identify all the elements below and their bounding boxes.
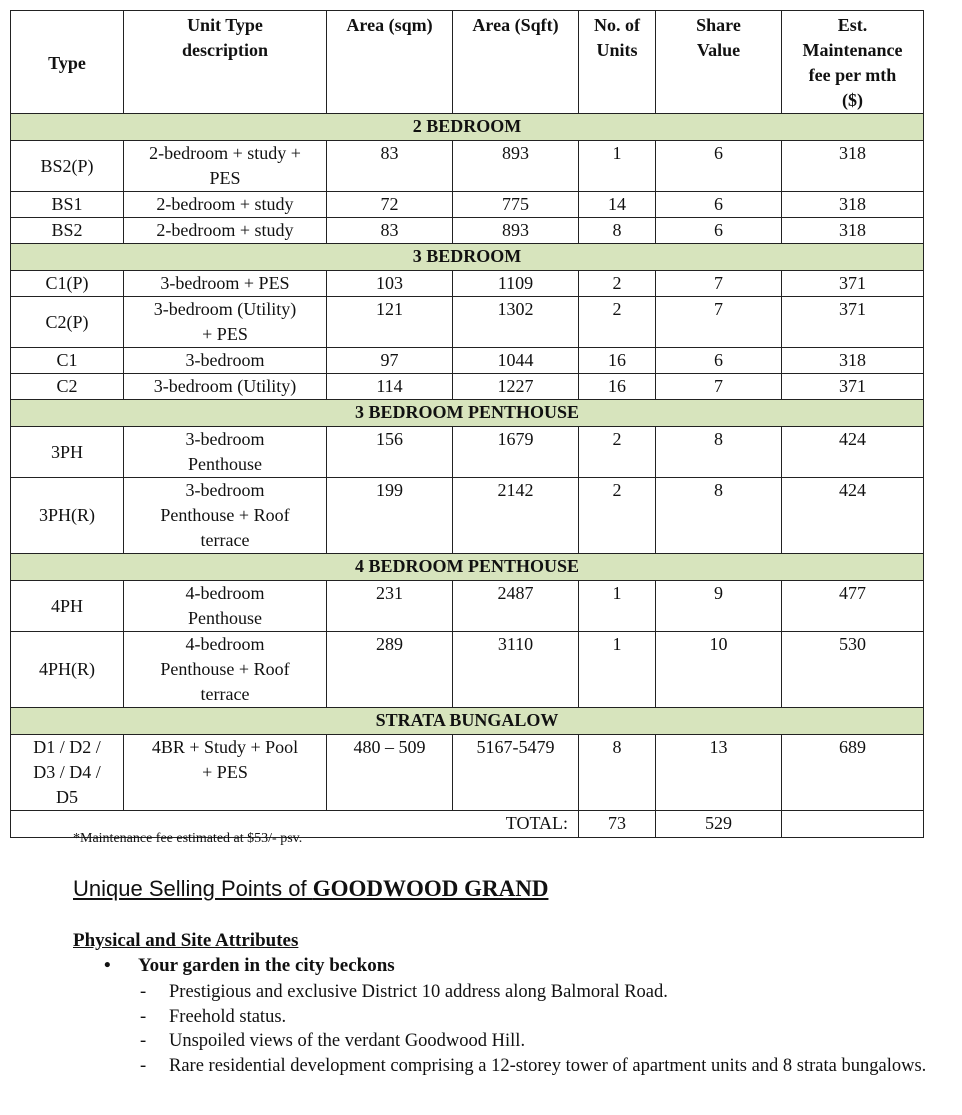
cell-share: 6	[656, 192, 782, 218]
cell-fee: 318	[782, 192, 924, 218]
cell-share: 8	[656, 427, 782, 478]
table-row	[11, 218, 924, 244]
section-title: 2 BEDROOM	[11, 114, 924, 141]
cell-fee: 371	[782, 297, 924, 348]
section-row	[11, 554, 924, 581]
cell-area-sqm: 83	[327, 218, 453, 244]
header-area-sqm: Area (sqm)	[327, 11, 453, 114]
cell-description	[124, 427, 327, 478]
section-title: 4 BEDROOM PENTHOUSE	[11, 554, 924, 581]
cell-description-line: terrace	[200, 684, 250, 704]
list-item	[140, 1054, 955, 1079]
dash-icon: -	[140, 1055, 147, 1076]
section-row	[11, 400, 924, 427]
total-fee-blank	[782, 811, 924, 838]
cell-area-sqm: 480 – 509	[327, 735, 453, 811]
dash-icon: -	[140, 982, 147, 1002]
cell-share: 7	[656, 374, 782, 400]
point-text: Unspoiled views of the verdant Goodwood Hill.	[169, 1031, 526, 1051]
cell-description-line: 2-bedroom + study	[156, 194, 294, 214]
cell-area-sqm: 83	[327, 141, 453, 192]
cell-type-line: D5	[56, 787, 78, 807]
cell-fee: 318	[782, 218, 924, 244]
header-unit-type-description: Unit Type description	[124, 11, 327, 114]
cell-fee: 530	[782, 632, 924, 708]
section-title: STRATA BUNGALOW	[11, 708, 924, 735]
header-no-of-units: No. of Units	[579, 11, 656, 114]
selling-points-list	[140, 980, 955, 1078]
section-heading: Physical and Site Attributes	[73, 930, 299, 951]
cell-units: 2	[579, 297, 656, 348]
cell-units: 2	[579, 271, 656, 297]
cell-type: C2	[11, 374, 124, 400]
bullet-text: Your garden in the city beckons	[138, 955, 395, 976]
cell-share: 7	[656, 297, 782, 348]
cell-fee: 424	[782, 478, 924, 554]
cell-share: 10	[656, 632, 782, 708]
cell-description-line: Penthouse	[188, 608, 262, 628]
cell-share: 6	[656, 141, 782, 192]
cell-units: 1	[579, 632, 656, 708]
cell-type: BS1	[11, 192, 124, 218]
table-row	[11, 478, 924, 554]
cell-description	[124, 141, 327, 192]
list-item	[140, 1029, 955, 1054]
cell-description-line: + PES	[202, 324, 248, 344]
section-row	[11, 244, 924, 271]
cell-description-line: Penthouse + Roof	[160, 659, 290, 679]
cell-type: C2(P)	[11, 297, 124, 348]
cell-description-line: 3-bedroom	[185, 350, 265, 370]
cell-share: 6	[656, 218, 782, 244]
cell-description-line: 3-bedroom + PES	[160, 273, 290, 293]
cell-area-sqm: 199	[327, 478, 453, 554]
cell-description-line: 3-bedroom (Utility)	[153, 299, 297, 319]
cell-units: 2	[579, 478, 656, 554]
cell-fee: 318	[782, 348, 924, 374]
cell-units: 14	[579, 192, 656, 218]
cell-description	[124, 271, 327, 297]
table-header-row	[11, 11, 924, 114]
cell-description-line: 2-bedroom + study	[156, 220, 294, 240]
total-share: 529	[656, 811, 782, 838]
list-item	[140, 1005, 955, 1030]
cell-fee: 318	[782, 141, 924, 192]
maintenance-footnote: *Maintenance fee estimated at $53/- psv.	[73, 831, 303, 846]
cell-type: 4PH(R)	[11, 632, 124, 708]
cell-description-line: + PES	[202, 762, 248, 782]
table-row	[11, 581, 924, 632]
bullet-item	[104, 955, 395, 977]
cell-area-sqft: 1679	[453, 427, 579, 478]
table-row	[11, 632, 924, 708]
cell-area-sqm: 121	[327, 297, 453, 348]
cell-description-line: terrace	[200, 530, 250, 550]
usp-title	[73, 876, 548, 902]
cell-type-line: D3 / D4 /	[33, 762, 101, 782]
cell-area-sqft: 1109	[453, 271, 579, 297]
cell-description-line: 3-bedroom	[185, 480, 265, 500]
cell-description	[124, 374, 327, 400]
table-row	[11, 141, 924, 192]
cell-area-sqm: 289	[327, 632, 453, 708]
cell-area-sqft: 2487	[453, 581, 579, 632]
cell-area-sqft: 3110	[453, 632, 579, 708]
cell-description-line: 3-bedroom (Utility)	[153, 376, 297, 396]
cell-fee: 689	[782, 735, 924, 811]
cell-area-sqm: 103	[327, 271, 453, 297]
list-item	[140, 980, 955, 1005]
total-label: TOTAL:	[453, 811, 579, 838]
cell-description-line: 4-bedroom	[185, 634, 265, 654]
cell-area-sqm: 231	[327, 581, 453, 632]
cell-units: 1	[579, 581, 656, 632]
cell-fee: 371	[782, 374, 924, 400]
cell-fee: 424	[782, 427, 924, 478]
table-row	[11, 374, 924, 400]
cell-description-line: PES	[209, 168, 241, 188]
table-row	[11, 271, 924, 297]
section-row	[11, 708, 924, 735]
dash-icon: -	[140, 1006, 147, 1027]
dash-icon: -	[140, 1031, 147, 1051]
cell-share: 9	[656, 581, 782, 632]
cell-description	[124, 218, 327, 244]
usp-title-prefix: Unique Selling Points of	[73, 876, 313, 901]
cell-area-sqm: 114	[327, 374, 453, 400]
cell-units: 16	[579, 374, 656, 400]
bullet-dot-icon: •	[104, 955, 111, 976]
cell-units: 2	[579, 427, 656, 478]
cell-description	[124, 478, 327, 554]
table-row	[11, 735, 924, 811]
cell-description-line: Penthouse + Roof	[160, 505, 290, 525]
cell-area-sqft: 1044	[453, 348, 579, 374]
table-body	[11, 114, 924, 838]
cell-description-line: 3-bedroom	[185, 429, 265, 449]
cell-description-line: 4-bedroom	[185, 583, 265, 603]
cell-share: 13	[656, 735, 782, 811]
table-row	[11, 192, 924, 218]
cell-share: 7	[656, 271, 782, 297]
cell-share: 6	[656, 348, 782, 374]
cell-area-sqft: 893	[453, 141, 579, 192]
cell-type: BS2(P)	[11, 141, 124, 192]
section-row	[11, 114, 924, 141]
cell-type: BS2	[11, 218, 124, 244]
cell-area-sqm: 156	[327, 427, 453, 478]
cell-area-sqft: 2142	[453, 478, 579, 554]
cell-area-sqm: 72	[327, 192, 453, 218]
project-name: GOODWOOD GRAND	[312, 876, 549, 901]
unit-type-table	[10, 10, 924, 838]
cell-type: C1	[11, 348, 124, 374]
cell-type: 3PH(R)	[11, 478, 124, 554]
cell-description	[124, 581, 327, 632]
table-row	[11, 348, 924, 374]
point-text: Rare residential development comprising a 12-storey tower of apartment units and 8 strata bungalows.	[169, 1055, 927, 1076]
table-row	[11, 427, 924, 478]
cell-area-sqft: 775	[453, 192, 579, 218]
cell-type: C1(P)	[11, 271, 124, 297]
cell-units: 1	[579, 141, 656, 192]
header-maintenance-fee: Est. Maintenance fee per mth ($)	[782, 11, 924, 114]
cell-units: 16	[579, 348, 656, 374]
cell-share: 8	[656, 478, 782, 554]
cell-area-sqft: 893	[453, 218, 579, 244]
cell-fee: 477	[782, 581, 924, 632]
cell-type: 3PH	[11, 427, 124, 478]
cell-description	[124, 348, 327, 374]
cell-type: 4PH	[11, 581, 124, 632]
header-type: Type	[11, 11, 124, 114]
cell-description-line: 4BR + Study + Pool	[151, 737, 299, 757]
section-title: 3 BEDROOM PENTHOUSE	[11, 400, 924, 427]
cell-description	[124, 192, 327, 218]
cell-description	[124, 297, 327, 348]
total-blank	[327, 811, 453, 838]
cell-area-sqft: 1302	[453, 297, 579, 348]
cell-units: 8	[579, 218, 656, 244]
point-text: Freehold status.	[169, 1006, 287, 1027]
cell-area-sqft: 1227	[453, 374, 579, 400]
cell-units: 8	[579, 735, 656, 811]
cell-description	[124, 735, 327, 811]
cell-type	[11, 735, 124, 811]
table-row	[11, 297, 924, 348]
point-text: Prestigious and exclusive District 10 address along Balmoral Road.	[169, 982, 668, 1002]
section-title: 3 BEDROOM	[11, 244, 924, 271]
cell-area-sqm: 97	[327, 348, 453, 374]
cell-description-line: Penthouse	[188, 454, 262, 474]
cell-description-line: 2-bedroom + study +	[149, 143, 301, 163]
cell-area-sqft: 5167-5479	[453, 735, 579, 811]
cell-description	[124, 632, 327, 708]
cell-fee: 371	[782, 271, 924, 297]
total-units: 73	[579, 811, 656, 838]
header-area-sqft: Area (Sqft)	[453, 11, 579, 114]
cell-type-line: D1 / D2 /	[33, 737, 101, 757]
header-share-value: Share Value	[656, 11, 782, 114]
